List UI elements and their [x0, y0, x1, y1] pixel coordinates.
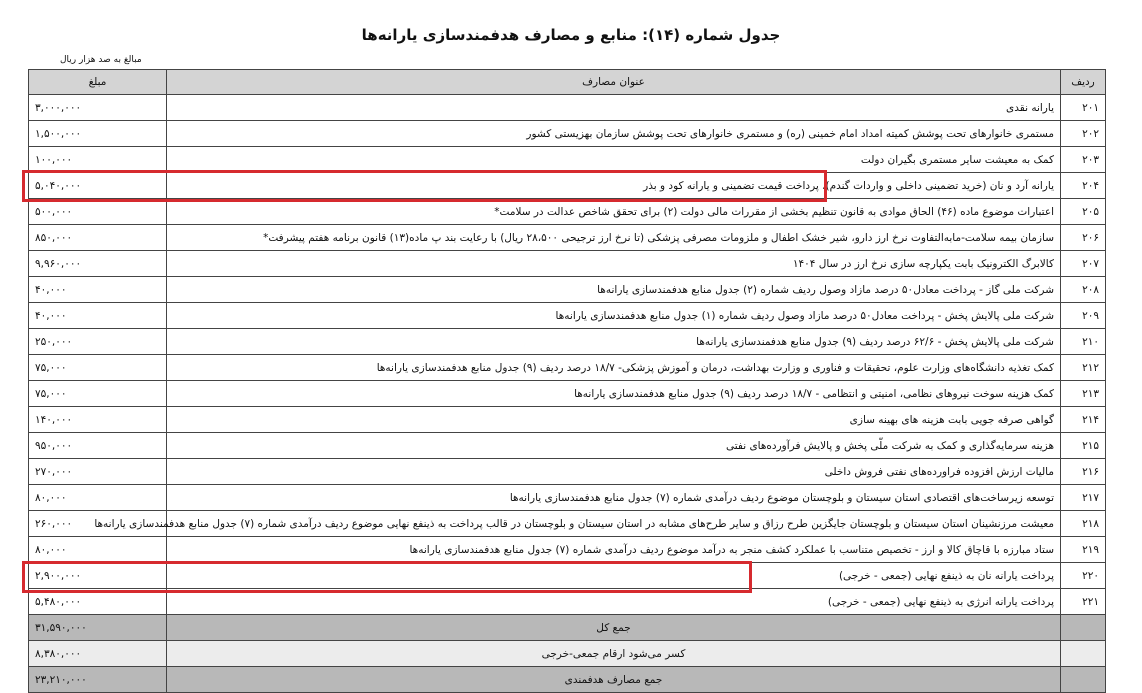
- row-description: معیشت مرزنشینان استان سیستان و بلوچستان جایگزین طرح رزاق و سایر طرح‌های مشابه در استان سیستان و بلوچستان در قالب پرداخت به ذینفع نهایی موضوع ردیف درآمدی شماره (۷) جدول منابع هدفمندسازی یارانه‌ها: [167, 511, 1061, 537]
- table-row: [29, 433, 1106, 459]
- deduction-label: کسر می‌شود ارقام جمعی-خرجی: [167, 641, 1061, 667]
- table-row: [29, 511, 1106, 537]
- row-number: ۲۰۶: [1061, 225, 1106, 251]
- row-amount: ۸۵۰,۰۰۰: [29, 225, 167, 251]
- row-amount: ۱,۵۰۰,۰۰۰: [29, 121, 167, 147]
- empty-cell: [1061, 615, 1106, 641]
- row-amount: ۵,۰۴۰,۰۰۰: [29, 173, 167, 199]
- row-amount: ۷۵,۰۰۰: [29, 355, 167, 381]
- table-row: [29, 329, 1106, 355]
- row-amount: ۱۰۰,۰۰۰: [29, 147, 167, 173]
- row-number: ۲۰۵: [1061, 199, 1106, 225]
- row-description: کمک به معیشت سایر مستمری بگیران دولت: [167, 147, 1061, 173]
- row-description: یارانه نقدی: [167, 95, 1061, 121]
- table-row: [29, 459, 1106, 485]
- table-row: [29, 225, 1106, 251]
- page-title: جدول شماره (۱۴): منابع و مصارف هدفمندسازی یارانه‌ها: [361, 26, 781, 44]
- row-amount: ۸۰,۰۰۰: [29, 485, 167, 511]
- row-description: یارانه آرد و نان (خرید تضمینی داخلی و واردات گندم)، پرداخت قیمت تضمینی و یارانه کود و بذر: [167, 173, 1061, 199]
- row-description: مستمری خانوارهای تحت پوشش کمیته امداد امام خمینی (ره) و مستمری خانوارهای تحت پوشش سازمان بهزیستی کشور: [167, 121, 1061, 147]
- header-amount: مبلغ: [29, 70, 167, 95]
- row-description: اعتبارات موضوع ماده (۴۶) الحاق موادی به قانون تنظیم بخشی از مقررات مالی دولت (۲) برای تحقق شاخص عدالت در سلامت*: [167, 199, 1061, 225]
- table-row: [29, 537, 1106, 563]
- row-amount: ۴۰,۰۰۰: [29, 303, 167, 329]
- row-description: هزینه سرمایه‌گذاری و کمک به شرکت ملّی پخش و پالایش فرآورده‌های نفتی: [167, 433, 1061, 459]
- row-description: شرکت ملی گاز - پرداخت معادل۵۰ درصد مازاد وصول ردیف شماره (۲) جدول منابع هدفمندسازی یارانه‌ها: [167, 277, 1061, 303]
- row-number: ۲۱۳: [1061, 381, 1106, 407]
- table-row: [29, 303, 1106, 329]
- row-description: شرکت ملی پالایش پخش - ۶۲/۶ درصد ردیف (۹) جدول منابع هدفمندسازی یارانه‌ها: [167, 329, 1061, 355]
- row-description: کمک تغذیه دانشگاه‌های وزارت علوم، تحقیقات و فناوری و وزارت بهداشت، درمان و آموزش پزشکی- ۱۸/۷ درصد ردیف (۹) جدول منابع هدفمندسازی یارانه‌ها: [167, 355, 1061, 381]
- row-number: ۲۰۴: [1061, 173, 1106, 199]
- row-description: کمک هزینه سوخت نیروهای نظامی، امنیتی و انتظامی - ۱۸/۷ درصد ردیف (۹) جدول منابع هدفمندسازی یارانه‌ها: [167, 381, 1061, 407]
- table-row: [29, 563, 1106, 589]
- row-number: ۲۱۷: [1061, 485, 1106, 511]
- row-description: کالابرگ الکترونیک بابت یکپارچه سازی نرخ ارز در سال ۱۴۰۴: [167, 251, 1061, 277]
- row-amount: ۱۴۰,۰۰۰: [29, 407, 167, 433]
- table-row: [29, 251, 1106, 277]
- row-amount: ۲۶۰,۰۰۰: [29, 511, 167, 537]
- row-number: ۲۱۰: [1061, 329, 1106, 355]
- row-number: ۲۱۸: [1061, 511, 1106, 537]
- row-number: ۲۱۴: [1061, 407, 1106, 433]
- row-description: گواهی صرفه جویی بابت هزینه های بهینه سازی: [167, 407, 1061, 433]
- row-description: سازمان بیمه سلامت-مابه‌التفاوت نرخ ارز دارو، شیر خشک اطفال و ملزومات مصرفی پزشکی (تا نرخ ارز ترجیحی ۲۸،۵۰۰ ریال) با رعایت بند پ ماده(۱۳) قانون برنامه هفتم پیشرفت*: [167, 225, 1061, 251]
- row-description: پرداخت یارانه انرژی به ذینفع نهایی (جمعی - خرجی): [167, 589, 1061, 615]
- table-row: [29, 407, 1106, 433]
- row-description: شرکت ملی پالایش پخش - پرداخت معادل۵۰ درصد مازاد وصول ردیف شماره (۱) جدول منابع هدفمندسازی یارانه‌ها: [167, 303, 1061, 329]
- row-description: ستاد مبارزه با قاچاق کالا و ارز - تخصیص متناسب با عملکرد کشف منجر به درآمد موضوع ردیف درآمدی شماره (۷) جدول منابع هدفمندسازی یارانه‌ها: [167, 537, 1061, 563]
- deduction-amount: ۸,۳۸۰,۰۰۰: [29, 641, 167, 667]
- row-number: ۲۱۵: [1061, 433, 1106, 459]
- row-number: ۲۱۲: [1061, 355, 1106, 381]
- row-number: ۲۲۱: [1061, 589, 1106, 615]
- row-description: مالیات ارزش افزوده فراورده‌های نفتی فروش داخلی: [167, 459, 1061, 485]
- row-amount: ۵۰۰,۰۰۰: [29, 199, 167, 225]
- row-amount: ۲,۹۰۰,۰۰۰: [29, 563, 167, 589]
- table-row: [29, 121, 1106, 147]
- row-amount: ۳,۰۰۰,۰۰۰: [29, 95, 167, 121]
- header-row-number: ردیف: [1061, 70, 1106, 95]
- table-row: [29, 199, 1106, 225]
- row-amount: ۵,۴۸۰,۰۰۰: [29, 589, 167, 615]
- table-header-row: [29, 70, 1106, 95]
- row-number: ۲۰۸: [1061, 277, 1106, 303]
- net-total-label: جمع مصارف هدفمندی: [167, 667, 1061, 693]
- row-amount: ۹۵۰,۰۰۰: [29, 433, 167, 459]
- row-amount: ۲۷۰,۰۰۰: [29, 459, 167, 485]
- row-description: توسعه زیرساخت‌های اقتصادی استان سیستان و بلوچستان موضوع ردیف درآمدی شماره (۷) جدول منابع هدفمندسازی یارانه‌ها: [167, 485, 1061, 511]
- row-number: ۲۱۶: [1061, 459, 1106, 485]
- header-title: عنوان مصارف: [167, 70, 1061, 95]
- grand-total-row: [29, 615, 1106, 641]
- row-amount: ۲۵۰,۰۰۰: [29, 329, 167, 355]
- table-row: [29, 485, 1106, 511]
- row-number: ۲۲۰: [1061, 563, 1106, 589]
- table-row: [29, 589, 1106, 615]
- row-description: پرداخت یارانه نان به ذینفع نهایی (جمعی - خرجی): [167, 563, 1061, 589]
- empty-cell: [1061, 667, 1106, 693]
- unit-note: مبالغ به صد هزار ریال: [60, 55, 142, 65]
- grand-total-label: جمع کل: [167, 615, 1061, 641]
- row-amount: ۹,۹۶۰,۰۰۰: [29, 251, 167, 277]
- row-number: ۲۰۷: [1061, 251, 1106, 277]
- table-row: [29, 381, 1106, 407]
- deduction-row: [29, 641, 1106, 667]
- row-amount: ۴۰,۰۰۰: [29, 277, 167, 303]
- table-row: [29, 277, 1106, 303]
- table-row: [29, 147, 1106, 173]
- table-row: [29, 355, 1106, 381]
- row-number: ۲۰۳: [1061, 147, 1106, 173]
- row-number: ۲۰۲: [1061, 121, 1106, 147]
- empty-cell: [1061, 641, 1106, 667]
- row-number: ۲۰۱: [1061, 95, 1106, 121]
- net-total-row: [29, 667, 1106, 693]
- row-amount: ۸۰,۰۰۰: [29, 537, 167, 563]
- table-row: [29, 173, 1106, 199]
- table-row: [29, 95, 1106, 121]
- row-number: ۲۰۹: [1061, 303, 1106, 329]
- net-total-amount: ۲۳,۲۱۰,۰۰۰: [29, 667, 167, 693]
- row-amount: ۷۵,۰۰۰: [29, 381, 167, 407]
- grand-total-amount: ۳۱,۵۹۰,۰۰۰: [29, 615, 167, 641]
- expenditure-table: [28, 69, 1106, 693]
- row-number: ۲۱۹: [1061, 537, 1106, 563]
